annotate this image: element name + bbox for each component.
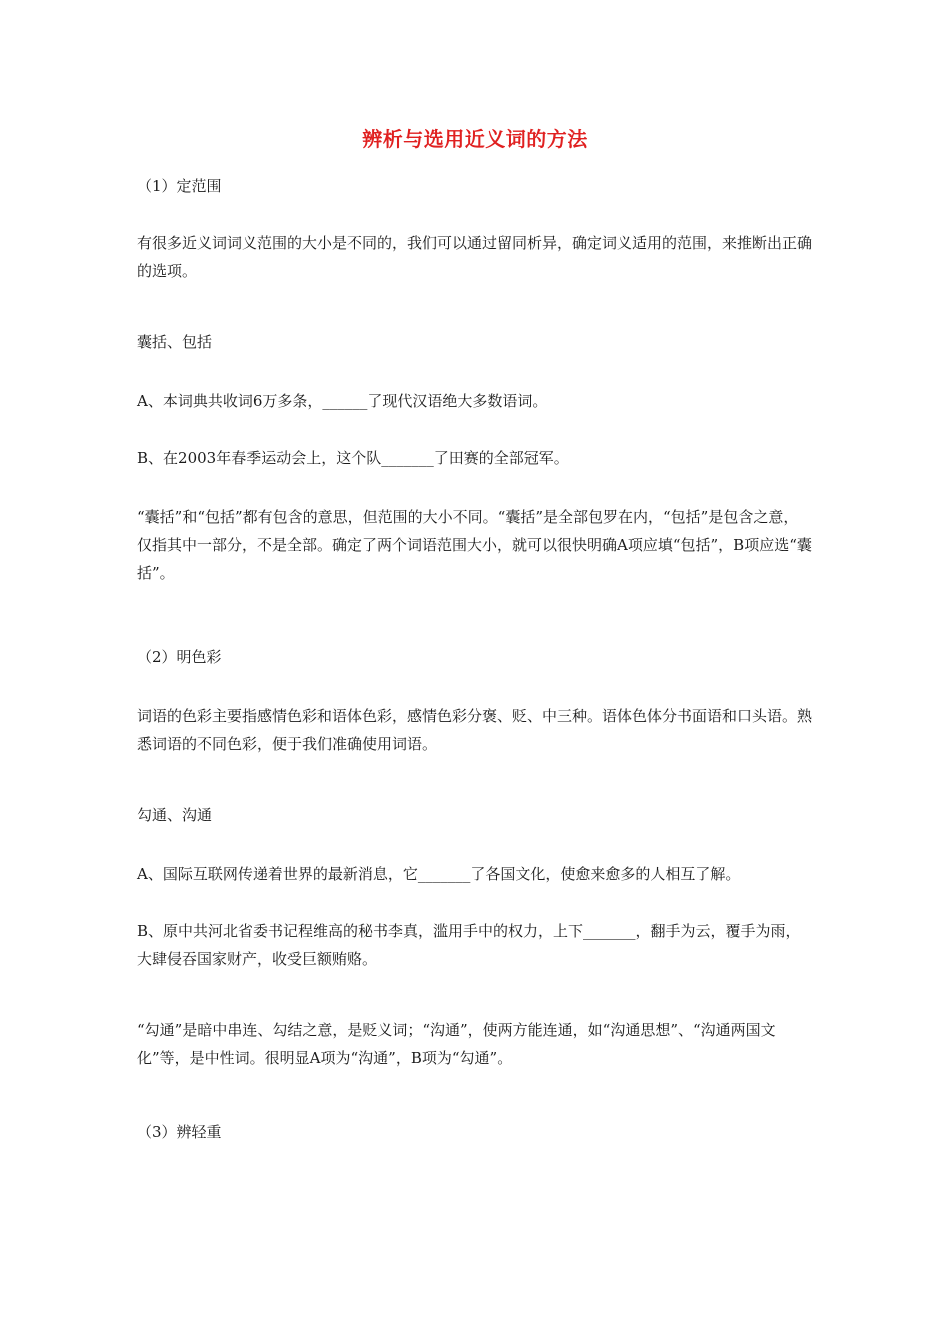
explanation-1: “囊括”和“包括”都有包含的意思，但范围的大小不同。“囊括”是全部包罗在内，“包括”是包含之意，仅指其中一部分，不是全部。确定了两个词语范围大小，就可以很快明确A项应填“包括”，B项应选“囊括”。 [137, 508, 812, 582]
explanation-2: “勾通”是暗中串连、勾结之意，是贬义词；“沟通”，使两方能连通，如“沟通思想”、“沟通两国文化”等，是中性词。很明显A项为“沟通”，B项为“勾通”。 [137, 1021, 776, 1067]
section-heading-2: （2）明色彩 [137, 648, 222, 666]
example-1b: B、在2003年春季运动会上，这个队_______了田赛的全部冠军。 [137, 449, 569, 467]
example-1a: A、本词典共收词6万多条，______了现代汉语绝大多数语词。 [137, 392, 548, 410]
section-heading-1: （1）定范围 [137, 177, 222, 195]
paragraph-range-intro: 有很多近义词词义范围的大小是不同的，我们可以通过留同析异，确定词义适用的范围，来推断出正确的选项。 [137, 234, 813, 280]
example-2b: B、原中共河北省委书记程维高的秘书李真，滥用手中的权力，上下_______，翻手为云，覆手为雨，大肆侵吞国家财产，收受巨额贿赂。 [137, 922, 801, 968]
document-title: 辨析与选用近义词的方法 [362, 127, 588, 151]
paragraph-color-intro: 词语的色彩主要指感情色彩和语体色彩，感情色彩分褒、贬、中三种。语体色体分书面语和口头语。熟悉词语的不同色彩，便于我们准确使用词语。 [137, 707, 813, 753]
example-2a: A、国际互联网传递着世界的最新消息，它_______了各国文化，使愈来愈多的人相互了解。 [137, 865, 741, 883]
section-heading-3: （3）辨轻重 [137, 1123, 222, 1141]
word-pair-1: 囊括、包括 [137, 333, 213, 351]
word-pair-2: 勾通、沟通 [137, 806, 213, 824]
